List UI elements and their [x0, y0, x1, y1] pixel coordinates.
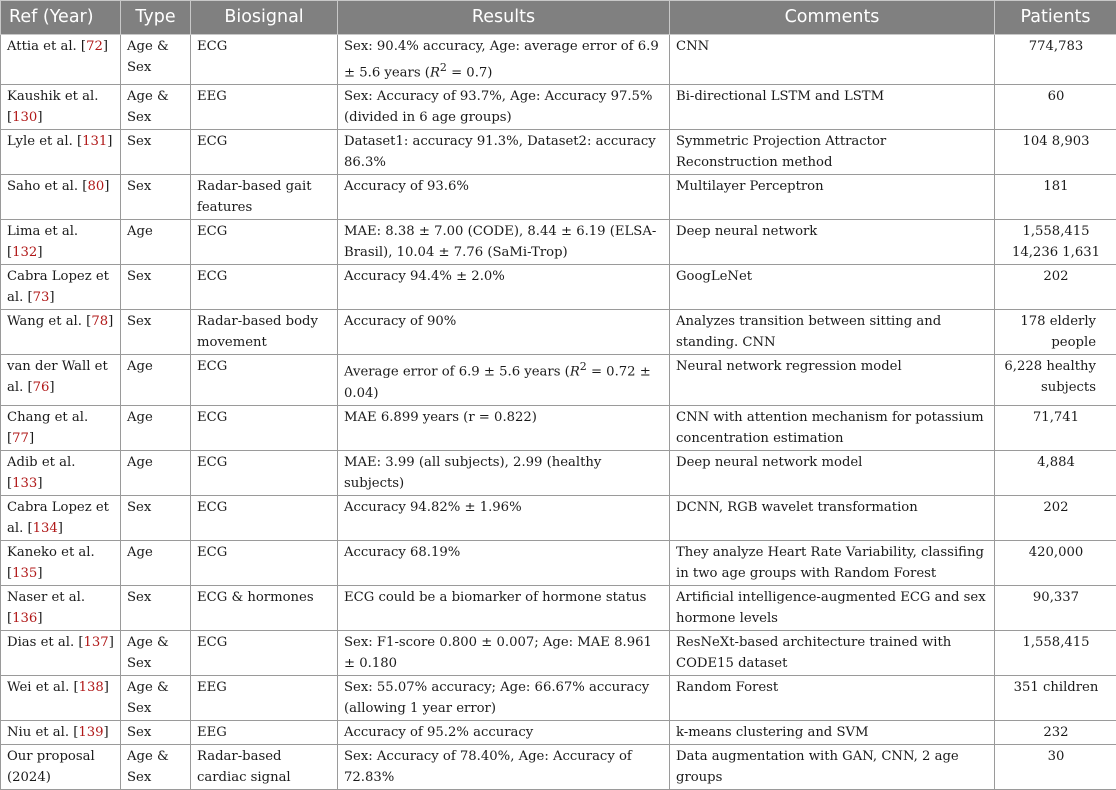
citation-link[interactable]: 137	[84, 635, 109, 650]
cell-biosignal: EEG	[191, 675, 338, 720]
cell-ref	[1, 675, 121, 720]
citation-link[interactable]: 138	[79, 680, 104, 695]
ref-bracket-close: ]	[109, 635, 114, 650]
cell-ref	[1, 450, 121, 495]
citation-link[interactable]: 80	[87, 179, 104, 194]
cell-biosignal: Radar-based body movement	[191, 310, 338, 355]
cell-results: Sex: F1-score 0.800 ± 0.007; Age: MAE 8.961 ± 0.180	[338, 630, 670, 675]
cell-patients: 420,000	[995, 540, 1116, 585]
cell-ref	[1, 175, 121, 220]
results-text: Sex: 90.4% accuracy, Age: average error of 6.9 ± 5.6 years (	[344, 39, 659, 80]
cell-ref	[1, 405, 121, 450]
cell-results: Accuracy 94.4% ± 2.0%	[338, 265, 670, 310]
cell-results: Sex: 55.07% accuracy; Age: 66.67% accuracy (allowing 1 year error)	[338, 675, 670, 720]
cell-type: Age & Sex	[121, 630, 191, 675]
cell-patients: 30	[995, 744, 1116, 789]
cell-ref	[1, 85, 121, 130]
cell-type: Age	[121, 540, 191, 585]
table-row	[1, 675, 1116, 720]
cell-results	[338, 35, 670, 85]
cell-results: Accuracy of 95.2% accuracy	[338, 720, 670, 744]
cell-ref	[1, 220, 121, 265]
cell-results: MAE: 3.99 (all subjects), 2.99 (healthy subjects)	[338, 450, 670, 495]
cell-ref	[1, 265, 121, 310]
table-row	[1, 720, 1116, 744]
ref-author: Kaushik et al. [	[7, 89, 98, 125]
citation-link[interactable]: 132	[12, 245, 37, 260]
ref-bracket-close: ]	[37, 110, 42, 125]
table-row	[1, 540, 1116, 585]
ref-author: Naser et al. [	[7, 590, 85, 626]
ref-bracket-close: ]	[49, 380, 54, 395]
cell-patients: 1,558,415	[995, 630, 1116, 675]
cell-ref	[1, 310, 121, 355]
cell-results: Accuracy of 93.6%	[338, 175, 670, 220]
cell-results: MAE 6.899 years (r = 0.822)	[338, 405, 670, 450]
table-row	[1, 495, 1116, 540]
ref-author: Lyle et al. [	[7, 134, 82, 149]
cell-comments: CNN with attention mechanism for potassium concentration estimation	[670, 405, 995, 450]
cell-patients: 774,783	[995, 35, 1116, 85]
ref-bracket-close: ]	[29, 431, 34, 446]
cell-patients: 1,558,415 14,236 1,631	[995, 220, 1116, 265]
cell-type: Age	[121, 405, 191, 450]
cell-ref	[1, 540, 121, 585]
ref-author: Dias et al. [	[7, 635, 84, 650]
table-body	[1, 35, 1116, 790]
cell-biosignal: EEG	[191, 85, 338, 130]
cell-type: Age & Sex	[121, 35, 191, 85]
results-text: Average error of 6.9 ± 5.6 years (	[344, 365, 570, 380]
ref-bracket-close: ]	[104, 725, 109, 740]
header-ref-year: Ref (Year)	[1, 1, 121, 35]
table-row	[1, 355, 1116, 405]
cell-ref	[1, 35, 121, 85]
citation-link[interactable]: 72	[86, 39, 103, 54]
cell-biosignal: ECG	[191, 130, 338, 175]
cell-results: Accuracy 94.82% ± 1.96%	[338, 495, 670, 540]
header-type: Type	[121, 1, 191, 35]
cell-comments: Random Forest	[670, 675, 995, 720]
cell-patients: 351 children	[995, 675, 1116, 720]
table-row	[1, 744, 1116, 789]
ref-bracket-close: ]	[37, 245, 42, 260]
cell-type: Age & Sex	[121, 85, 191, 130]
cell-ref	[1, 720, 121, 744]
cell-comments: Symmetric Projection Attractor Reconstruction method	[670, 130, 995, 175]
cell-results: Accuracy 68.19%	[338, 540, 670, 585]
cell-biosignal: ECG	[191, 35, 338, 85]
cell-patients: 6,228 healthy subjects	[995, 355, 1116, 405]
table-row	[1, 585, 1116, 630]
table-row	[1, 265, 1116, 310]
table-row	[1, 35, 1116, 85]
cell-patients: 178 elderly people	[995, 310, 1116, 355]
header-biosignal: Biosignal	[191, 1, 338, 35]
cell-biosignal: EEG	[191, 720, 338, 744]
cell-biosignal: Radar-based cardiac signal	[191, 744, 338, 789]
cell-patients: 104 8,903	[995, 130, 1116, 175]
ref-author: Cabra Lopez et al. [	[7, 269, 109, 305]
ref-author: Niu et al. [	[7, 725, 78, 740]
header-comments: Comments	[670, 1, 995, 35]
cell-ref	[1, 495, 121, 540]
ref-bracket-close: ]	[108, 314, 113, 329]
table-row	[1, 450, 1116, 495]
cell-biosignal: ECG	[191, 450, 338, 495]
cell-patients: 90,337	[995, 585, 1116, 630]
citation-link[interactable]: 135	[12, 566, 37, 581]
cell-patients: 202	[995, 265, 1116, 310]
ref-author: Wei et al. [	[7, 680, 79, 695]
cell-patients: 71,741	[995, 405, 1116, 450]
cell-results: MAE: 8.38 ± 7.00 (CODE), 8.44 ± 6.19 (ELSA-Brasil), 10.04 ± 7.76 (SaMi-Trop)	[338, 220, 670, 265]
cell-biosignal: ECG & hormones	[191, 585, 338, 630]
cell-comments: Neural network regression model	[670, 355, 995, 405]
cell-biosignal: ECG	[191, 220, 338, 265]
table-row	[1, 405, 1116, 450]
ref-author: Lima et al. [	[7, 224, 78, 260]
cell-type: Age	[121, 220, 191, 265]
citation-link[interactable]: 78	[91, 314, 108, 329]
cell-results: Accuracy of 90%	[338, 310, 670, 355]
citation-link[interactable]: 77	[12, 431, 29, 446]
cell-biosignal: ECG	[191, 540, 338, 585]
cell-biosignal: ECG	[191, 355, 338, 405]
cell-ref	[1, 130, 121, 175]
cell-results	[338, 355, 670, 405]
table-row	[1, 85, 1116, 130]
cell-patients: 181	[995, 175, 1116, 220]
cell-results: Sex: Accuracy of 78.40%, Age: Accuracy of 72.83%	[338, 744, 670, 789]
results-text: = 0.72 ± 0.04)	[344, 365, 651, 401]
cell-biosignal: ECG	[191, 630, 338, 675]
cell-type: Sex	[121, 310, 191, 355]
cell-patients: 4,884	[995, 450, 1116, 495]
cell-comments: ResNeXt-based architecture trained with CODE15 dataset	[670, 630, 995, 675]
cell-patients: 232	[995, 720, 1116, 744]
cell-biosignal: ECG	[191, 495, 338, 540]
cell-comments: DCNN, RGB wavelet transformation	[670, 495, 995, 540]
table-row	[1, 130, 1116, 175]
header-patients: Patients	[995, 1, 1116, 35]
ref-bracket-close: ]	[37, 611, 42, 626]
citation-link[interactable]: 131	[82, 134, 107, 149]
cell-comments: They analyze Heart Rate Variability, classifing in two age groups with Random Forest	[670, 540, 995, 585]
ref-author: Our proposal (2024)	[7, 749, 95, 785]
cell-type: Age	[121, 355, 191, 405]
cell-type: Sex	[121, 495, 191, 540]
cell-results: ECG could be a biomarker of hormone status	[338, 585, 670, 630]
citation-link[interactable]: 73	[33, 290, 50, 305]
ref-author: Chang et al. [	[7, 410, 88, 446]
table-row	[1, 630, 1116, 675]
cell-biosignal: Radar-based gait features	[191, 175, 338, 220]
ref-author: Adib et al. [	[7, 455, 75, 491]
cell-type: Sex	[121, 130, 191, 175]
cell-type: Sex	[121, 585, 191, 630]
citation-link[interactable]: 130	[12, 110, 37, 125]
ref-bracket-close: ]	[58, 521, 63, 536]
table-row	[1, 220, 1116, 265]
cell-comments: Artificial intelligence-augmented ECG and sex hormone levels	[670, 585, 995, 630]
cell-patients: 60	[995, 85, 1116, 130]
ref-author: Kaneko et al. [	[7, 545, 95, 581]
cell-comments: Bi-directional LSTM and LSTM	[670, 85, 995, 130]
ref-bracket-close: ]	[49, 290, 54, 305]
cell-biosignal: ECG	[191, 265, 338, 310]
superscript-2: 2	[440, 61, 447, 74]
cell-ref	[1, 355, 121, 405]
r-symbol: R	[430, 65, 440, 80]
cell-type: Age & Sex	[121, 675, 191, 720]
citation-link[interactable]: 133	[12, 476, 37, 491]
citation-link[interactable]: 139	[78, 725, 103, 740]
ref-author: Attia et al. [	[7, 39, 86, 54]
ref-bracket-close: ]	[37, 566, 42, 581]
cell-comments: CNN	[670, 35, 995, 85]
cell-patients: 202	[995, 495, 1116, 540]
cell-type: Sex	[121, 175, 191, 220]
cell-results: Sex: Accuracy of 93.7%, Age: Accuracy 97.5% (divided in 6 age groups)	[338, 85, 670, 130]
cell-comments: Multilayer Perceptron	[670, 175, 995, 220]
ref-bracket-close: ]	[104, 680, 109, 695]
table-row	[1, 310, 1116, 355]
cell-comments: GoogLeNet	[670, 265, 995, 310]
cell-type: Age	[121, 450, 191, 495]
cell-type: Age & Sex	[121, 744, 191, 789]
cell-ref	[1, 585, 121, 630]
superscript-2: 2	[580, 360, 587, 373]
ref-author: van der Wall et al. [	[7, 359, 108, 395]
ref-bracket-close: ]	[37, 476, 42, 491]
results-text: = 0.7)	[447, 65, 493, 80]
cell-biosignal: ECG	[191, 405, 338, 450]
cell-type: Sex	[121, 720, 191, 744]
ref-bracket-close: ]	[104, 179, 109, 194]
cell-comments: Analyzes transition between sitting and standing. CNN	[670, 310, 995, 355]
ref-bracket-close: ]	[103, 39, 108, 54]
table-row	[1, 175, 1116, 220]
header-results: Results	[338, 1, 670, 35]
cell-ref	[1, 744, 121, 789]
citation-link[interactable]: 76	[33, 380, 50, 395]
ref-author: Wang et al. [	[7, 314, 91, 329]
ref-bracket-close: ]	[107, 134, 112, 149]
cell-comments: Data augmentation with GAN, CNN, 2 age groups	[670, 744, 995, 789]
cell-comments: Deep neural network	[670, 220, 995, 265]
citation-link[interactable]: 134	[33, 521, 58, 536]
cell-comments: k-means clustering and SVM	[670, 720, 995, 744]
table-header-row	[1, 1, 1116, 35]
ref-author: Cabra Lopez et al. [	[7, 500, 109, 536]
cell-results: Dataset1: accuracy 91.3%, Dataset2: accuracy 86.3%	[338, 130, 670, 175]
citation-link[interactable]: 136	[12, 611, 37, 626]
cell-ref	[1, 630, 121, 675]
r-symbol: R	[570, 365, 580, 380]
ref-author: Saho et al. [	[7, 179, 87, 194]
cell-comments: Deep neural network model	[670, 450, 995, 495]
cell-type: Sex	[121, 265, 191, 310]
